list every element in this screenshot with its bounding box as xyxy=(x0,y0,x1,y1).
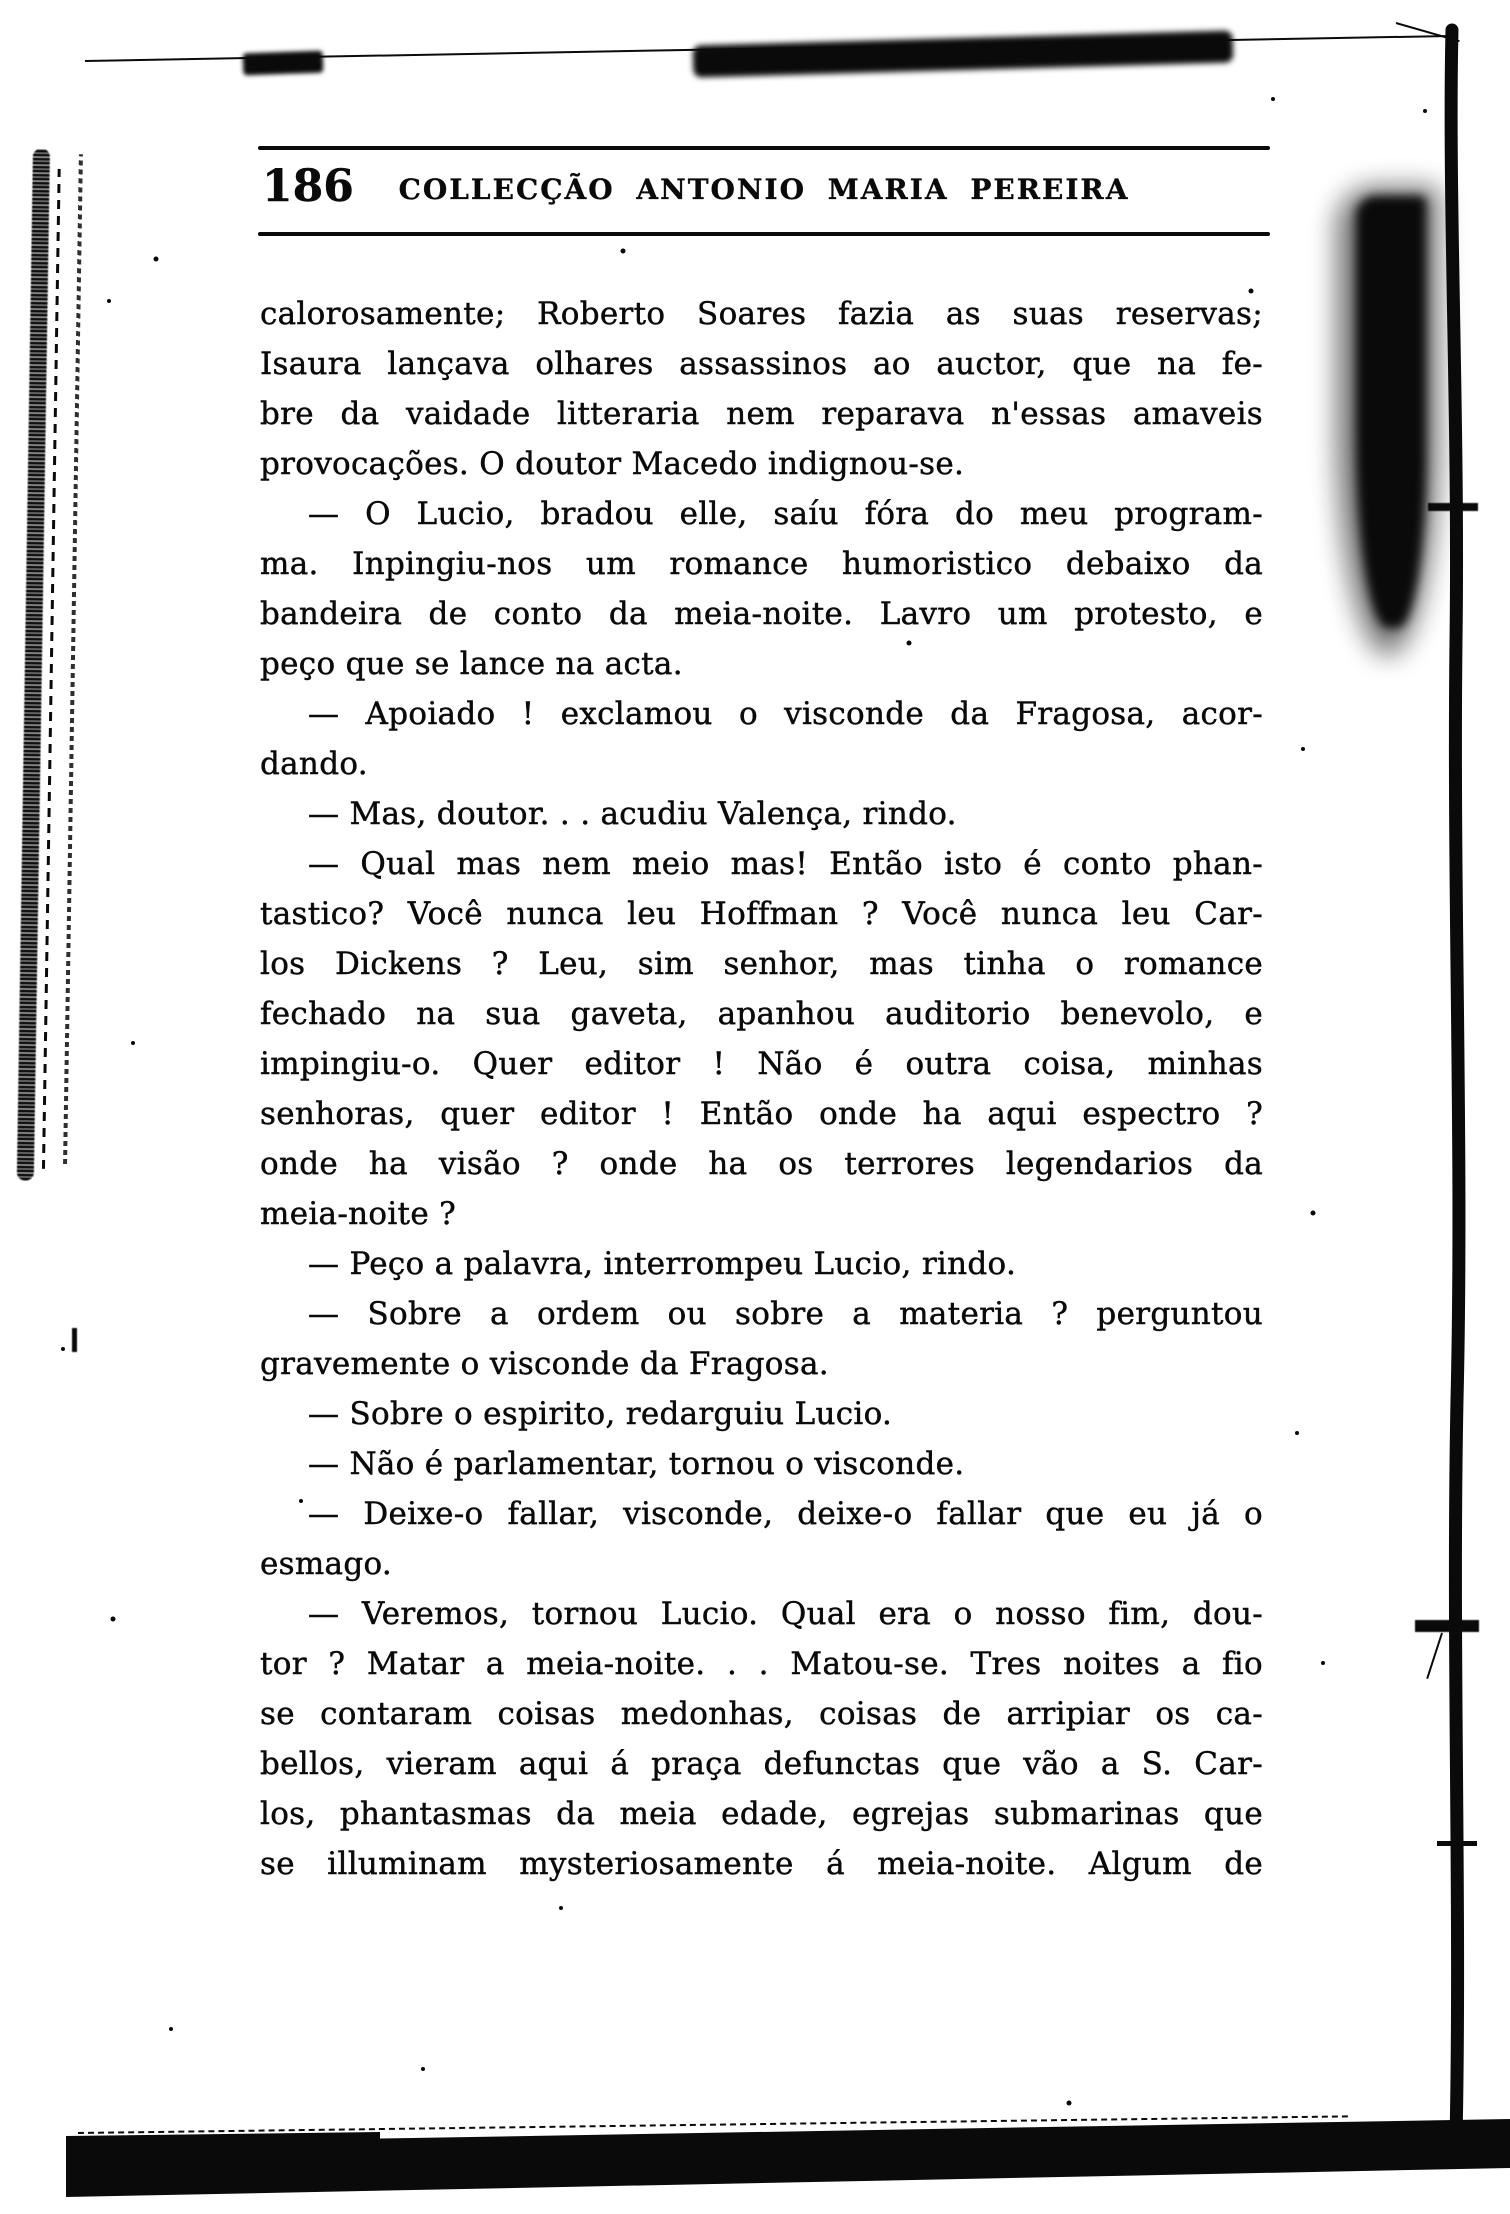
scan-artifact-small-smudge xyxy=(243,51,324,76)
scan-artifact-tick-2-tail xyxy=(1426,1633,1443,1679)
text-line: ma. Inpingiu-nos um romance humoristico debaixo da xyxy=(260,546,1263,582)
header-rule-top xyxy=(258,146,1270,150)
text-line: se illuminam mysteriosamente á meia-noite. Algum de xyxy=(260,1846,1263,1882)
binding-streak-3 xyxy=(63,154,83,1164)
page-number: 186 xyxy=(262,161,354,212)
text-line: peço que se lance na acta. xyxy=(260,646,683,682)
body-text xyxy=(260,289,1263,1889)
text-line: bandeira de conto da meia-noite. Lavro um protesto, e xyxy=(260,596,1263,632)
scan-artifact-tick-3 xyxy=(1437,1841,1477,1846)
text-line: senhoras, quer editor ! Então onde ha aqui espectro ? xyxy=(260,1096,1263,1132)
scan-artifact-large-smudge xyxy=(693,30,1234,77)
text-line: los Dickens ? Leu, sim senhor, mas tinha o romance xyxy=(260,946,1263,982)
text-line: — Sobre a ordem ou sobre a materia ? perguntou xyxy=(308,1296,1263,1332)
text-line: — Sobre o espirito, redarguiu Lucio. xyxy=(308,1396,893,1432)
text-line: esmago. xyxy=(260,1546,393,1582)
text-line: se contaram coisas medonhas, coisas de arripiar os ca- xyxy=(260,1696,1263,1732)
text-line: meia-noite ? xyxy=(260,1196,457,1232)
header-rule-bottom xyxy=(258,232,1270,236)
scan-artifact-tick-2 xyxy=(1415,1620,1479,1632)
text-line: bre da vaidade litteraria nem reparava n'essas amaveis xyxy=(260,396,1263,432)
text-line: los, phantasmas da meia edade, egrejas submarinas que xyxy=(260,1796,1263,1832)
text-line: — Não é parlamentar, tornou o visconde. xyxy=(308,1446,965,1482)
text-line: gravemente o visconde da Fragosa. xyxy=(260,1346,829,1382)
text-line: tastico? Você nunca leu Hoffman ? Você nunca leu Car- xyxy=(260,896,1263,932)
text-line: fechado na sua gaveta, apanhou auditorio benevolo, e xyxy=(260,996,1263,1032)
text-line: onde ha visão ? onde ha os terrores legendarios da xyxy=(260,1146,1263,1182)
text-line: — Deixe-o fallar, visconde, deixe-o fallar que eu já o xyxy=(308,1496,1263,1532)
text-line: tor ? Matar a meia-noite. . . Matou-se. Tres noites a fio xyxy=(260,1646,1263,1682)
scan-artifact-bottom-hairline xyxy=(78,2115,1348,2134)
scan-noise-speckles xyxy=(0,0,2,2)
text-line: — Mas, doutor. . . acudiu Valença, rindo. xyxy=(308,796,957,832)
text-line: — O Lucio, bradou elle, saíu fóra do meu program- xyxy=(308,496,1263,532)
scan-artifact-ink-blob xyxy=(1356,196,1426,628)
text-line: — Veremos, tornou Lucio. Qual era o nosso fim, dou- xyxy=(308,1596,1263,1632)
text-line: Isaura lançava olhares assassinos ao auctor, que na fe- xyxy=(260,346,1263,382)
text-line: — Qual mas nem meio mas! Então isto é conto phan- xyxy=(308,846,1263,882)
scan-artifact-corner-crease xyxy=(1396,22,1460,42)
scan-artifact-tick-1 xyxy=(1428,503,1478,511)
text-line: — Peço a palavra, interrompeu Lucio, rindo. xyxy=(308,1246,1017,1282)
text-line: impingiu-o. Quer editor ! Não é outra coisa, minhas xyxy=(260,1046,1263,1082)
text-line: bellos, vieram aqui á praça defunctas que vão a S. Car- xyxy=(260,1746,1263,1782)
text-line: provocações. O doutor Macedo indignou-se. xyxy=(260,446,965,482)
scan-artifact-left-mark xyxy=(72,1328,77,1352)
running-title: COLLECÇÃO ANTONIO MARIA PEREIRA xyxy=(398,173,1130,206)
text-line: dando. xyxy=(260,746,368,782)
text-line: calorosamente; Roberto Soares fazia as suas reservas; xyxy=(260,296,1263,332)
scan-artifact-binding-shadow xyxy=(0,148,120,1190)
text-line: — Apoiado ! exclamou o visconde da Fragosa, acor- xyxy=(308,696,1263,732)
